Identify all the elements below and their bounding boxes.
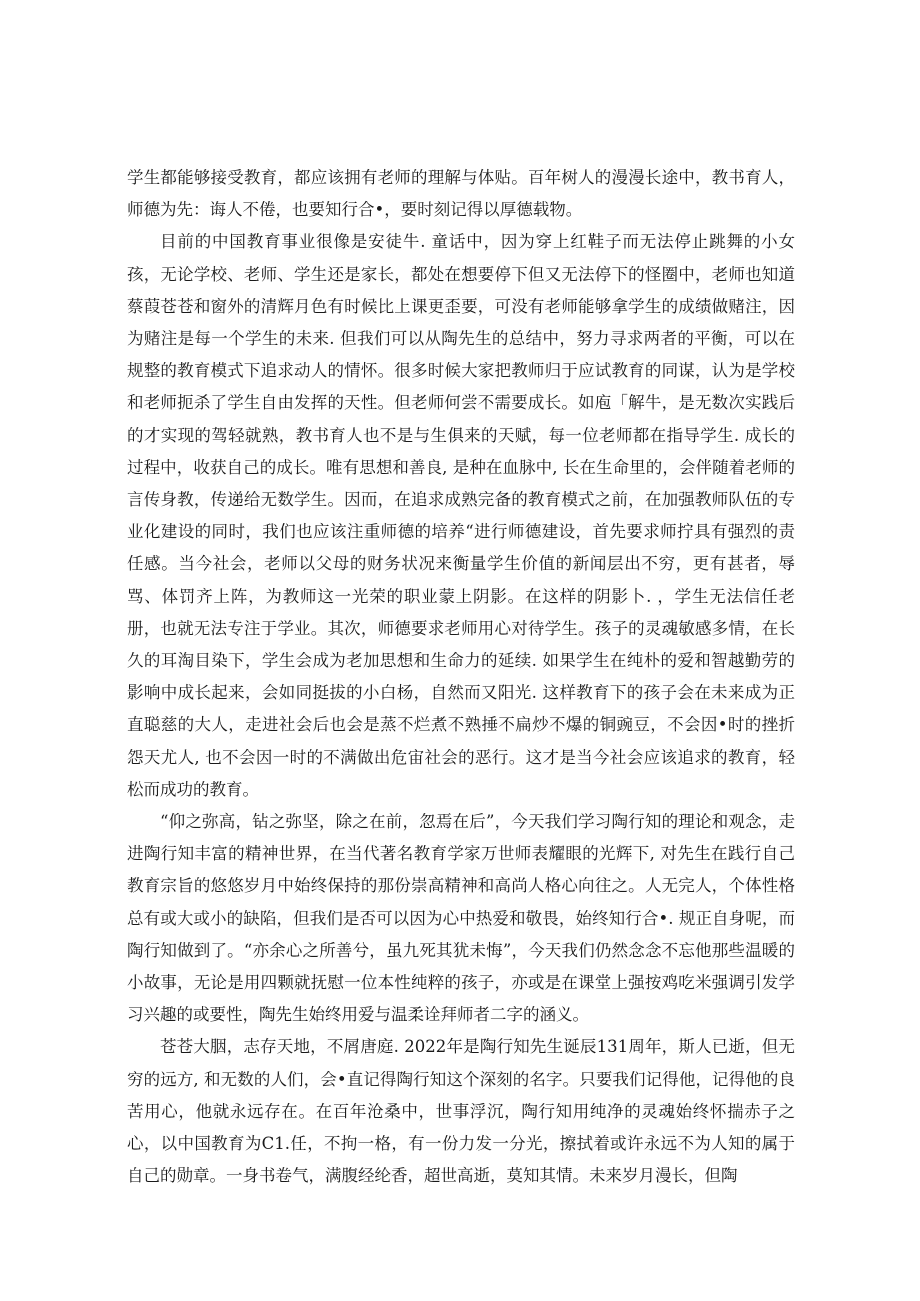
paragraph-3: “仰之弥高，钻之弥坚，除之在前，忽焉在后”，今天我们学习陶行知的理论和观念，走进陶行知丰富的精神世界，在当代著名教育学家万世师表耀眼的光辉下, 对先生在践行自己教育宗旨的悠悠岁月中始终保持的那份崇高精神和高尚人格心向往之。人无完人，个体性格总有或大或小的缺陷，但我们是否可以因为心中热爱和敬畏，始终知行合•. 规正自身呢，而陶行知做到了。“亦余心之所善兮，虽九死其犹未悔”，今天我们仍然念念不忘他那些温暖的小故事，无论是用四颗就抚慰一位本性纯粹的孩子，亦或是在课堂上强按鸡吃米强调引发学习兴趣的或要性，陶先生始终用爱与温柔诠拜师者二字的涵义。 — [127, 812, 795, 1025]
paragraph-4: 苍苍大胭，志存天地，不屑唐庭. 2022年是陶行知先生诞辰131周年，斯人已逝，但无穷的远方, 和无数的人们，会•直记得陶行知这个深刻的名字。只要我们记得他，记得他的良苦用心，他就永远存在。在百年沧桑中，世事浮沉，陶行知用纯净的灵魂始终怀揣赤子之心，以中国教育为C1.任，不拘一格，有一份力发一分光，擦拭着或许永远不为人知的属于自己的勋章。一身书卷气，满腹经纶香，超世高逝，莫知其情。未来岁月漫长，但陶 — [127, 1037, 795, 1186]
paragraph-2: 目前的中国教育事业很像是安徒牛. 童话中，因为穿上红鞋子而无法停止跳舞的小女孩，无论学校、老师、学生还是家长，都处在想要停下但又无法停下的怪圈中，老师也知道蔡葭苍苍和窗外的清辉月色有时候比上课更歪要，可没有老师能够拿学生的成绩做赌注，因为赌注是每一个学生的未来. 但我们可以从陶先生的总结中，努力寻求两者的平衡，可以在规整的教育模式下追求动人的情怀。很多时候大家把教师归于应试教育的同谋，认为是学校和老师扼杀了学生自由发挥的天性。但老师何尝不需要成长。如庖「解牛，是无数次实践后的才实现的驾轻就熟，教书育人也不是与生俱来的天赋，每一位老师都在指导学生. 成长的过程中，收获自己的成长。唯有思想和善良, 是种在血脉中, 长在生命里的，会伴随着老师的言传身教，传递给无数学生。因而，在追求成熟完备的教育模式之前，在加强教师队伍的专业化建设的同时，我们也应该注重师德的培养“进行师德建设，首先要求师拧具有强烈的责任感。当今社会，老师以父母的财务状况来衡量学生价值的新闻层出不穷，更有甚者，辱骂、体罚齐上阵，为教师这一光荣的职业蒙上阴影。在这样的阴影卜. ，学生无法信任老册，也就无法专注于学业。其次，师德要求老师用心对待学生。孩子的灵魂敏感多情，在长久的耳淘目染下，学生会成为老加思想和生命力的延续. 如果学生在纯朴的爱和智越勤劳的影响中成长起来，会如同挺拔的小白杨，自然而又阳光. 这样教育下的孩子会在未来成为正直聪慈的大人，走进社会后也会是蒸不烂煮不熟捶不扁炒不爆的铜豌豆，不会因•时的挫折怨天尤人, 也不会因一时的不满做出危宙社会的恶行。这才是当今社会应该追求的教育，轻松而成功的教育。 — [127, 232, 795, 799]
paragraph-1: 学生都能够接受教育，都应该拥有老师的理解与体贴。百年树人的漫漫长途中，教书育人，师德为先：诲人不倦，也要知行合•，要时刻记得以厚德载物。 — [127, 168, 795, 220]
document-body — [127, 162, 795, 1193]
